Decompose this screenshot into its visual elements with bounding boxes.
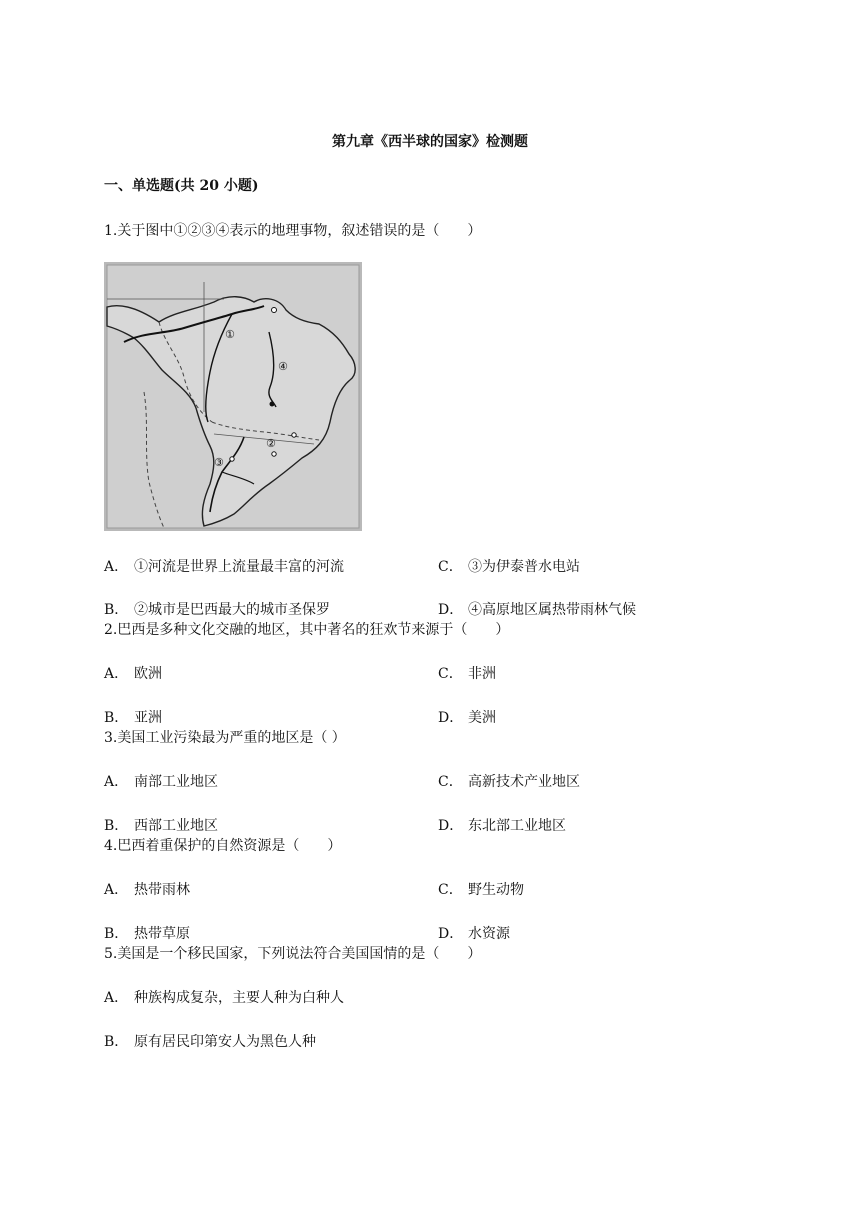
map-label-3: ③ xyxy=(214,456,224,469)
q1-option-d[interactable]: D． ④高原地区属热带雨林气候 xyxy=(438,602,636,618)
q3-option-c[interactable]: C． 高新技术产业地区 xyxy=(438,774,580,790)
question-1-stem: 1.关于图中①②③④表示的地理事物，叙述错误的是（ ） xyxy=(104,223,482,239)
q4-option-c[interactable]: C． 野生动物 xyxy=(438,882,524,898)
q3-option-b[interactable]: B． 西部工业地区 xyxy=(104,818,218,834)
q3-option-a[interactable]: A． 南部工业地区 xyxy=(104,774,218,790)
q4-option-d[interactable]: D． 水资源 xyxy=(438,926,510,942)
q1-option-b[interactable]: B． ②城市是巴西最大的城市圣保罗 xyxy=(104,602,330,618)
map-label-4: ④ xyxy=(278,360,288,373)
q3-option-d[interactable]: D． 东北部工业地区 xyxy=(438,818,566,834)
question-2-stem: 2.巴西是多种文化交融的地区，其中著名的狂欢节来源于（ ） xyxy=(104,622,510,638)
question-3-stem: 3.美国工业污染最为严重的地区是（ ） xyxy=(104,730,346,746)
q4-option-a[interactable]: A． 热带雨林 xyxy=(104,882,190,898)
south-america-map xyxy=(104,262,362,531)
q1-option-c[interactable]: C． ③为伊泰普水电站 xyxy=(438,559,580,575)
q2-option-b[interactable]: B． 亚洲 xyxy=(104,710,162,726)
q2-option-c[interactable]: C． 非洲 xyxy=(438,666,496,682)
q2-option-a[interactable]: A． 欧洲 xyxy=(104,666,162,682)
q4-option-b[interactable]: B． 热带草原 xyxy=(104,926,190,942)
q1-option-a[interactable]: A． ①河流是世界上流量最丰富的河流 xyxy=(104,559,344,575)
page-title: 第九章《西半球的国家》检测题 xyxy=(332,134,528,150)
question-4-stem: 4.巴西着重保护的自然资源是（ ） xyxy=(104,838,342,854)
q5-option-a[interactable]: A． 种族构成复杂，主要人种为白种人 xyxy=(104,990,344,1006)
q5-option-b[interactable]: B． 原有居民印第安人为黑色人种 xyxy=(104,1034,316,1050)
section-heading: 一、单选题(共 20 小题) xyxy=(104,178,259,194)
q2-option-d[interactable]: D． 美洲 xyxy=(438,710,496,726)
question-5-stem: 5.美国是一个移民国家，下列说法符合美国国情的是（ ） xyxy=(104,946,482,962)
map-label-2: ② xyxy=(266,437,276,450)
map-label-1: ① xyxy=(225,328,235,341)
